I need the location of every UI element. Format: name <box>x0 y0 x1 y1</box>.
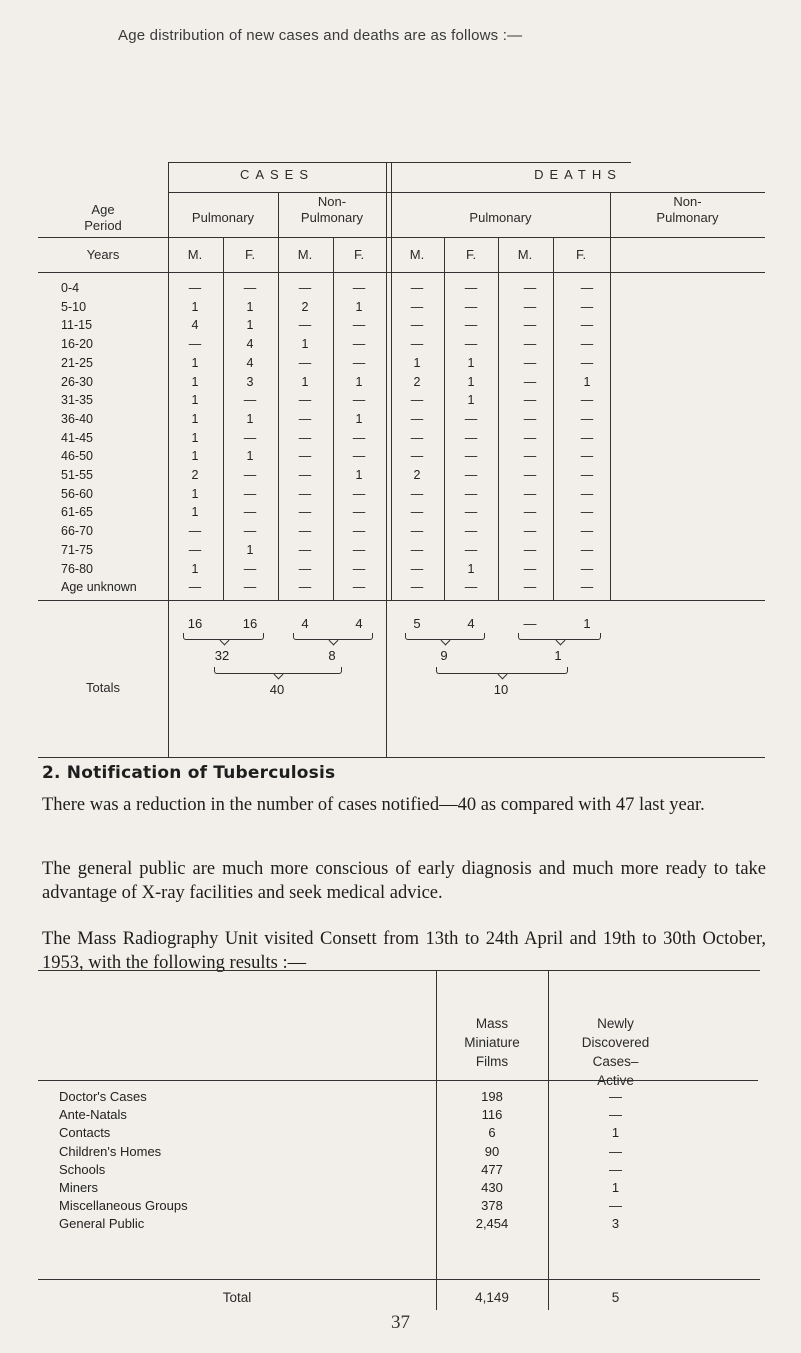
table-cell: — <box>523 374 537 389</box>
age-period-label: 0-4 <box>61 281 80 295</box>
table-cell: — <box>188 281 202 295</box>
age-header: Age Period <box>84 202 122 233</box>
group-label: Miners <box>59 1180 99 1195</box>
table-cell: — <box>410 505 424 520</box>
paragraph-2: The general public are much more conscious of early diagnosis and much more ready to take advantage of X-ray facilities and seek medical advice. <box>42 859 766 903</box>
table-cell: — <box>352 524 366 539</box>
age-period-label: 46-50 <box>61 449 93 464</box>
table-cell: — <box>410 486 424 501</box>
table-cell: — <box>352 542 366 557</box>
table-cell: — <box>298 318 312 333</box>
table-cell: — <box>580 486 594 501</box>
subtotal-value: 32 <box>214 648 230 663</box>
deaths-non-pulmonary-header: Non- Pulmonary <box>656 194 719 225</box>
paragraph-3: The Mass Radiography Unit visited Consett from 13th to 24th April and 19th to 30th October, 1953, with the following results :— <box>42 929 766 973</box>
total-value: 4 <box>301 616 309 631</box>
sex-header: F. <box>244 247 256 262</box>
cases-non-pulmonary-header: Non- Pulmonary <box>300 194 364 225</box>
active-value: — <box>609 1107 622 1123</box>
table-cell: 1 <box>467 393 475 408</box>
table-cell: — <box>243 524 257 539</box>
total-value: 5 <box>413 616 421 631</box>
table-cell: 1 <box>413 355 421 370</box>
intro-text: Age distribution of new cases and deaths are as follows :— <box>118 27 523 44</box>
sex-header: F. <box>465 247 477 262</box>
table-cell: 4 <box>246 355 254 370</box>
group-label: Miscellaneous Groups <box>59 1198 188 1214</box>
group-label: Contacts <box>59 1125 111 1141</box>
films-value: 116 <box>481 1107 503 1123</box>
total-value: 16 <box>242 616 258 631</box>
table-cell: — <box>523 486 537 501</box>
table-cell: — <box>464 449 478 464</box>
table-cell: — <box>243 505 257 520</box>
brace <box>436 667 568 674</box>
age-period-label: 71-75 <box>61 542 93 557</box>
table-cell: 1 <box>191 505 199 520</box>
table-cell: — <box>580 561 594 576</box>
films-header: Mass Miniature Films <box>464 1016 520 1069</box>
age-period-label: 56-60 <box>61 486 93 501</box>
table-cell: — <box>410 299 424 314</box>
table-cell: 4 <box>191 318 199 333</box>
table-cell: 1 <box>246 449 254 464</box>
brace <box>214 667 342 674</box>
table-cell: — <box>243 468 257 482</box>
table-cell: 1 <box>355 299 363 314</box>
paragraph-1: There was a reduction in the number of cases notified—40 as compared with 47 last year. <box>42 795 705 815</box>
age-period-label: 76-80 <box>61 561 93 576</box>
table-cell: — <box>523 281 537 295</box>
films-value: 477 <box>481 1161 503 1177</box>
table-cell: — <box>298 580 312 595</box>
active-value: — <box>609 1161 622 1177</box>
table-cell: — <box>298 430 312 445</box>
table-cell: — <box>352 449 366 464</box>
table-cell: — <box>580 281 594 295</box>
subtotal-value: 8 <box>328 648 336 663</box>
group-label: Schools <box>59 1161 106 1177</box>
table-cell: — <box>410 337 424 352</box>
sex-header: F. <box>575 247 587 262</box>
table-cell: — <box>410 411 424 426</box>
table-cell: 1 <box>191 486 199 501</box>
table-cell: — <box>352 580 366 595</box>
table-cell: — <box>188 524 202 539</box>
total-value: 1 <box>583 616 591 631</box>
table-cell: — <box>580 580 594 595</box>
table-cell: 1 <box>191 374 199 389</box>
table-cell: — <box>298 505 312 520</box>
table-cell: — <box>410 318 424 333</box>
table-cell: — <box>243 281 257 295</box>
page-number: 37 <box>391 1312 410 1333</box>
table-cell: — <box>188 580 202 595</box>
table-cell: — <box>523 299 537 314</box>
subtotal-value: 9 <box>440 648 448 663</box>
table-cell: — <box>523 505 537 520</box>
table-cell: — <box>410 561 424 576</box>
table-cell: — <box>410 281 424 295</box>
table-cell: — <box>298 542 312 557</box>
table-cell: — <box>352 318 366 333</box>
table-cell: — <box>410 580 424 595</box>
table-cell: — <box>188 337 202 352</box>
section-heading: 2. Notification of Tuberculosis <box>42 763 336 783</box>
table-cell: — <box>523 355 537 370</box>
table-cell: 1 <box>191 561 199 576</box>
group-label: Ante-Natals <box>59 1107 127 1123</box>
table-cell: 1 <box>191 393 199 408</box>
table-cell: — <box>580 318 594 333</box>
brace <box>293 633 373 640</box>
table-cell: — <box>580 449 594 464</box>
table-cell: — <box>580 393 594 408</box>
age-period-label: 5-10 <box>61 299 87 314</box>
age-period-label: 51-55 <box>61 468 93 482</box>
group-label: General Public <box>59 1216 145 1232</box>
table-cell: — <box>352 337 366 352</box>
total-value: 16 <box>187 616 203 631</box>
group-label: Children's Homes <box>59 1143 162 1159</box>
age-period-label: 41-45 <box>61 430 93 445</box>
total-films: 4,149 <box>475 1290 509 1305</box>
table-cell: 1 <box>301 337 309 352</box>
table-cell: — <box>580 505 594 520</box>
deaths-header: DEATHS <box>534 167 622 182</box>
table-cell: — <box>298 393 312 408</box>
table-cell: 1 <box>191 449 199 464</box>
table-cell: — <box>523 449 537 464</box>
total-value: 4 <box>467 616 475 631</box>
table-cell: — <box>464 542 478 557</box>
table-cell: — <box>580 542 594 557</box>
table-cell: — <box>352 561 366 576</box>
age-period-label: 31-35 <box>61 393 93 408</box>
table-cell: — <box>298 561 312 576</box>
active-cases-header: Newly Discovered Cases– Active <box>581 1016 650 1088</box>
table-cell: — <box>298 411 312 426</box>
age-period-label: 61-65 <box>61 505 93 520</box>
subtotal-value: 1 <box>554 648 562 663</box>
table-cell: 1 <box>246 299 254 314</box>
table-cell: 1 <box>246 411 254 426</box>
table-cell: — <box>523 393 537 408</box>
table-cell: — <box>523 524 537 539</box>
table-cell: — <box>352 486 366 501</box>
group-label: Doctor's Cases <box>59 1089 147 1104</box>
sex-header: F. <box>353 247 365 262</box>
films-value: 6 <box>488 1125 496 1141</box>
table-cell: — <box>523 318 537 333</box>
table-cell: — <box>410 430 424 445</box>
sex-header: M. <box>409 247 425 262</box>
sex-header: M. <box>517 247 533 262</box>
table-cell: — <box>352 355 366 370</box>
years-label: Years <box>86 247 120 262</box>
table-cell: 2 <box>413 468 421 482</box>
active-value: — <box>609 1143 622 1159</box>
active-value: 3 <box>611 1216 620 1232</box>
table-cell: — <box>464 468 478 482</box>
table-cell: 1 <box>191 411 199 426</box>
table-cell: — <box>523 542 537 557</box>
cases-pulmonary-header: Pulmonary <box>191 210 255 225</box>
mass-radiography-table <box>38 970 760 1310</box>
films-value: 378 <box>481 1198 503 1214</box>
table-cell: 1 <box>301 374 309 389</box>
table-cell: — <box>352 505 366 520</box>
table-cell: 1 <box>355 468 363 482</box>
table-cell: — <box>352 393 366 408</box>
table-cell: — <box>523 468 537 482</box>
table-cell: — <box>298 468 312 482</box>
brace <box>518 633 601 640</box>
table-cell: 1 <box>467 374 475 389</box>
sex-header: M. <box>297 247 313 262</box>
table-cell: — <box>523 580 537 595</box>
table-cell: — <box>243 561 257 576</box>
deaths-pulmonary-header: Pulmonary <box>469 210 532 225</box>
table-cell: — <box>243 486 257 501</box>
table-cell: — <box>464 486 478 501</box>
table-cell: 4 <box>246 337 254 352</box>
age-period-label: Age unknown <box>61 580 137 595</box>
total-value: — <box>523 616 537 631</box>
table-cell: — <box>464 430 478 445</box>
cases-header: CASES <box>239 167 315 182</box>
table-cell: — <box>580 468 594 482</box>
table-cell: 2 <box>301 299 309 314</box>
totals-label: Totals <box>86 680 120 695</box>
brace <box>183 633 264 640</box>
table-cell: — <box>523 411 537 426</box>
table-cell: 2 <box>413 374 421 389</box>
grand-total-value: 10 <box>493 682 509 697</box>
table-cell: 1 <box>191 355 199 370</box>
table-cell: — <box>523 561 537 576</box>
table-cell: — <box>580 355 594 370</box>
table-cell: — <box>523 430 537 445</box>
active-value: — <box>609 1198 622 1214</box>
table-cell: — <box>298 524 312 539</box>
table-cell: — <box>298 355 312 370</box>
table-cell: — <box>464 505 478 520</box>
table-cell: — <box>188 542 202 557</box>
total-label: Total <box>222 1290 252 1305</box>
table-cell: 1 <box>246 542 254 557</box>
table-cell: — <box>243 430 257 445</box>
table-cell: 3 <box>246 374 254 389</box>
table-cell: — <box>464 318 478 333</box>
table-cell: — <box>298 486 312 501</box>
table-cell: — <box>464 524 478 539</box>
table-cell: — <box>298 281 312 295</box>
sex-header: M. <box>187 247 203 262</box>
table-cell: — <box>410 542 424 557</box>
table-cell: — <box>464 337 478 352</box>
table-cell: — <box>352 430 366 445</box>
grand-total-value: 40 <box>269 682 285 697</box>
age-period-label: 26-30 <box>61 374 93 389</box>
films-value: 2,454 <box>475 1216 509 1232</box>
table-cell: 1 <box>467 355 475 370</box>
table-cell: — <box>580 411 594 426</box>
age-period-label: 11-15 <box>61 318 93 333</box>
table-cell: 1 <box>355 411 363 426</box>
brace <box>405 633 485 640</box>
table-cell: 1 <box>246 318 254 333</box>
table-cell: 2 <box>191 468 199 482</box>
age-period-label: 36-40 <box>61 411 93 426</box>
table-cell: 1 <box>191 299 199 314</box>
age-period-label: 66-70 <box>61 524 93 539</box>
table-cell: — <box>464 411 478 426</box>
table-cell: — <box>410 393 424 408</box>
age-period-label: 21-25 <box>61 355 93 370</box>
table-cell: 1 <box>191 430 199 445</box>
table-cell: — <box>410 524 424 539</box>
table-cell: — <box>523 337 537 352</box>
films-value: 90 <box>484 1143 500 1159</box>
table-cell: — <box>464 281 478 295</box>
total-value: 4 <box>355 616 363 631</box>
table-cell: — <box>410 449 424 464</box>
table-cell: 1 <box>355 374 363 389</box>
films-value: 198 <box>481 1089 503 1104</box>
table-cell: — <box>580 299 594 314</box>
age-period-label: 16-20 <box>61 337 93 352</box>
table-cell: — <box>243 393 257 408</box>
table-cell: — <box>464 299 478 314</box>
total-active: 5 <box>611 1290 620 1305</box>
table-cell: — <box>580 524 594 539</box>
table-cell: — <box>352 281 366 295</box>
table-cell: — <box>580 430 594 445</box>
table-cell: — <box>243 580 257 595</box>
active-value: 1 <box>611 1125 620 1141</box>
table-cell: — <box>580 337 594 352</box>
table-cell: 1 <box>467 561 475 576</box>
age-distribution-table <box>38 152 765 757</box>
table-cell: 1 <box>583 374 591 389</box>
table-cell: — <box>298 449 312 464</box>
table-cell: — <box>464 580 478 595</box>
films-value: 430 <box>481 1180 503 1195</box>
active-value: — <box>609 1089 622 1104</box>
active-value: 1 <box>611 1180 620 1195</box>
